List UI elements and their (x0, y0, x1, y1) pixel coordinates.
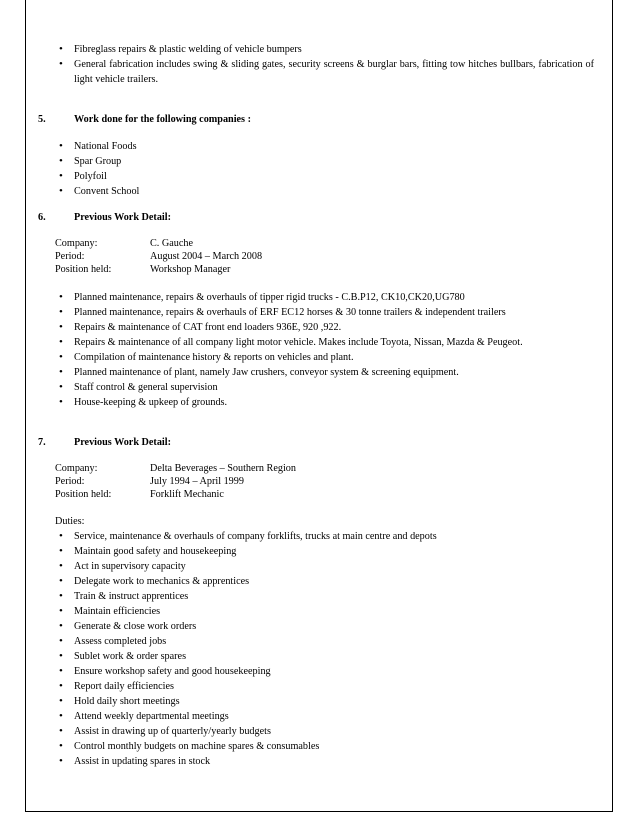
companies-list (59, 139, 139, 199)
job-details (55, 462, 455, 501)
section-title: Previous Work Detail: (74, 437, 171, 448)
list-item: • Generate & close work orders (59, 619, 437, 634)
section-title: Work done for the following companies : (74, 114, 251, 125)
list-item: • House-keeping & upkeep of grounds. (59, 395, 552, 410)
list-item: • Repairs & maintenance of CAT front end loaders 936E, 920 ,922. (59, 320, 552, 335)
list-item: • National Foods (59, 139, 139, 154)
period-label: Period: (55, 476, 85, 487)
period-label: Period: (55, 251, 85, 262)
list-item: • Attend weekly departmental meetings (59, 709, 437, 724)
company-value: C. Gauche (150, 238, 193, 249)
list-item: • Train & instruct apprentices (59, 589, 437, 604)
top-bullet-list (59, 42, 594, 87)
company-label: Company: (55, 463, 98, 474)
company-value: Delta Beverages – Southern Region (150, 463, 296, 474)
list-item: • Ensure workshop safety and good housekeeping (59, 664, 437, 679)
position-label: Position held: (55, 264, 112, 275)
list-item: • Planned maintenance, repairs & overhauls of tipper rigid trucks - C.B.P12, CK10,CK20,UG780 (59, 290, 552, 305)
list-item: • Maintain good safety and housekeeping (59, 544, 437, 559)
list-item: • General fabrication includes swing & sliding gates, security screens & burglar bars, fitting tow hitches bullbars, fabrication of light vehicle trailers. (59, 57, 594, 87)
list-item: • Report daily efficiencies (59, 679, 437, 694)
job-details (55, 237, 455, 276)
list-item: • Compilation of maintenance history & reports on vehicles and plant. (59, 350, 552, 365)
list-item: • Assess completed jobs (59, 634, 437, 649)
list-item: • Fibreglass repairs & plastic welding of vehicle bumpers (59, 42, 594, 57)
period-value: July 1994 – April 1999 (150, 476, 244, 487)
section-number: 5. (38, 114, 46, 125)
list-item: • Planned maintenance of plant, namely Jaw crushers, conveyor system & screening equipment. (59, 365, 552, 380)
duties-label: Duties: (55, 516, 85, 527)
list-item: • Staff control & general supervision (59, 380, 552, 395)
list-item: • Spar Group (59, 154, 139, 169)
responsibilities-list (59, 290, 552, 410)
list-item: • Convent School (59, 184, 139, 199)
company-label: Company: (55, 238, 98, 249)
list-item: • Polyfoil (59, 169, 139, 184)
list-item: • Planned maintenance, repairs & overhauls of ERF EC12 horses & 30 tonne trailers & independent trailers (59, 305, 552, 320)
position-value: Forklift Mechanic (150, 489, 224, 500)
position-label: Position held: (55, 489, 112, 500)
list-item: • Maintain efficiencies (59, 604, 437, 619)
list-item: • Repairs & maintenance of all company light motor vehicle. Makes include Toyota, Nissan, Mazda & Peugeot. (59, 335, 552, 350)
list-item: • Service, maintenance & overhauls of company forklifts, trucks at main centre and depots (59, 529, 437, 544)
list-item: • Control monthly budgets on machine spares & consumables (59, 739, 437, 754)
duties-list (59, 529, 437, 769)
list-item: • Hold daily short meetings (59, 694, 437, 709)
list-item: • Sublet work & order spares (59, 649, 437, 664)
position-value: Workshop Manager (150, 264, 231, 275)
list-item: • Delegate work to mechanics & apprentices (59, 574, 437, 589)
list-item: • Assist in drawing up of quarterly/yearly budgets (59, 724, 437, 739)
section-number: 7. (38, 437, 46, 448)
period-value: August 2004 – March 2008 (150, 251, 263, 262)
section-title: Previous Work Detail: (74, 212, 171, 223)
section-number: 6. (38, 212, 46, 223)
list-item: • Act in supervisory capacity (59, 559, 437, 574)
list-item: • Assist in updating spares in stock (59, 754, 437, 769)
